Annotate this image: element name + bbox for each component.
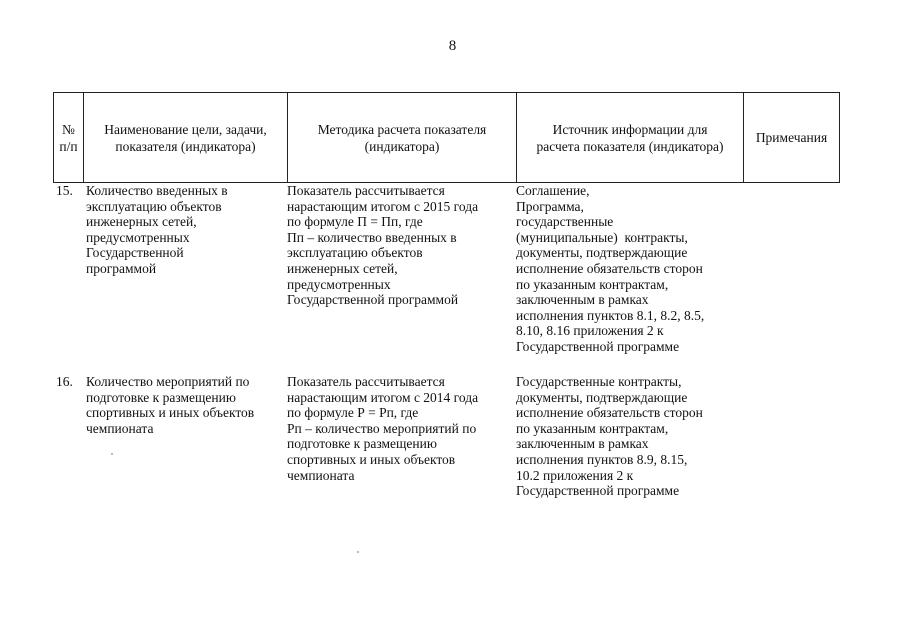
scan-speck <box>357 551 359 553</box>
header-notes: Примечания <box>744 93 840 183</box>
calculation-method: Показатель рассчитывается нарастающим итогом с 2014 года по формуле Р = Рп, где Рп – количество мероприятий по подготовке к размещению спортивных и иных объектов чемпионата <box>287 374 479 483</box>
row-number: 16. <box>56 374 73 389</box>
header-method: Методика расчета показателя (индикатора) <box>288 93 517 183</box>
indicator-table-header <box>53 92 840 183</box>
indicator-name: Количество введенных в эксплуатацию объектов инженерных сетей, предусмотренных Государственной программой <box>86 183 228 276</box>
indicator-name: Количество мероприятий по подготовке к размещению спортивных и иных объектов чемпионата <box>86 374 255 436</box>
header-name: Наименование цели, задачи, показателя (индикатора) <box>84 93 288 183</box>
calculation-method: Показатель рассчитывается нарастающим итогом с 2015 года по формуле П = Пп, где Пп – количество введенных в эксплуатацию объектов инженерных сетей, предусмотренных Государственной программой <box>287 183 479 308</box>
row-number: 15. <box>56 183 73 198</box>
scan-speck <box>111 453 113 455</box>
header-source: Источник информации для расчета показателя (индикатора) <box>517 93 744 183</box>
page-number: 8 <box>448 38 457 54</box>
header-number: № п/п <box>54 93 84 183</box>
information-source: Государственные контракты, документы, подтверждающие исполнение обязательств сторон по указанным контрактам, заключенным в рамках исполнения пунктов 8.9, 8.15, 10.2 приложения 2 к Государственной программе <box>516 374 703 499</box>
information-source: Соглашение, Программа, государственные (муниципальные) контракты, документы, подтверждающие исполнение обязательств сторон по указанным контрактам, заключенным в рамках исполнения пунктов 8.1, 8.2, 8.5, 8.10, 8.16 приложения 2 к Государственной программе <box>516 183 705 354</box>
